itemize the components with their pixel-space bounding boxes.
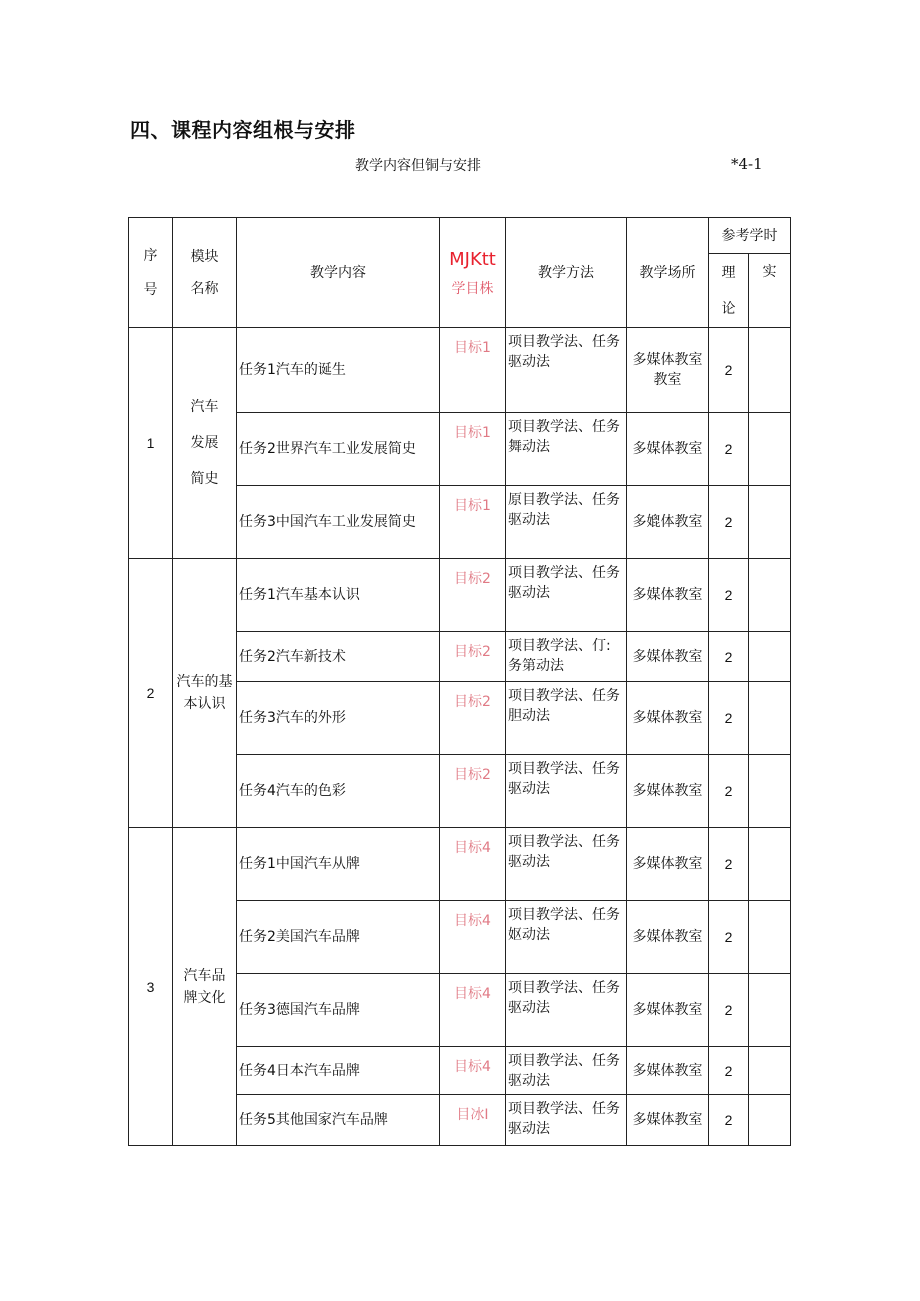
task-method: 项目教学法、任务驱动法 <box>506 328 627 413</box>
module-seq: 2 <box>129 559 173 828</box>
task-goal: 目标4 <box>440 1047 506 1095</box>
task-theory-hours: 2 <box>709 755 749 828</box>
task-method: 项目教学法、仃:务第动法 <box>506 632 627 682</box>
task-method: 原目教学法、任务驱动法 <box>506 486 627 559</box>
task-theory-hours: 2 <box>709 328 749 413</box>
table-row <box>129 328 791 413</box>
task-goal: 目标1 <box>440 486 506 559</box>
task-method: 项目教学法、任务妪动法 <box>506 901 627 974</box>
module-name: 汽车的基 本认识 <box>173 559 237 828</box>
task-practice-hours <box>749 1047 791 1095</box>
task-theory-hours: 2 <box>709 559 749 632</box>
task-content: 任务3中国汽车工业发展简史 <box>237 486 440 559</box>
task-place: 多媒体教室教室 <box>627 328 709 413</box>
table-caption: 教学内容但铜与安排 <box>355 158 481 174</box>
task-method: 项目教学法、任务驱动法 <box>506 974 627 1047</box>
task-content: 任务4日本汽车品牌 <box>237 1047 440 1095</box>
task-practice-hours <box>749 901 791 974</box>
task-content: 任务5其他国家汽车品牌 <box>237 1095 440 1146</box>
task-content: 任务2世界汽车工业发展简史 <box>237 413 440 486</box>
task-place: 多媒体教室 <box>627 1095 709 1146</box>
task-content: 任务4汽车的色彩 <box>237 755 440 828</box>
task-place: 多媒体教室 <box>627 413 709 486</box>
header-seq: 序 号 <box>129 218 173 328</box>
task-theory-hours: 2 <box>709 1095 749 1146</box>
task-goal: 目标1 <box>440 413 506 486</box>
module-name: 汽车 发展 简史 <box>173 328 237 559</box>
table-row <box>129 559 791 632</box>
task-content: 任务3德国汽车品牌 <box>237 974 440 1047</box>
header-method: 教学方法 <box>506 218 627 328</box>
task-content: 任务2汽车新技术 <box>237 632 440 682</box>
task-theory-hours: 2 <box>709 413 749 486</box>
task-goal: 目标2 <box>440 755 506 828</box>
task-goal: 目冰I <box>440 1095 506 1146</box>
header-practice: 实 <box>749 254 791 328</box>
task-place: 多媒体教室 <box>627 755 709 828</box>
task-place: 多媒体教室 <box>627 559 709 632</box>
task-theory-hours: 2 <box>709 828 749 901</box>
task-method: 项目教学法、任务舞动法 <box>506 413 627 486</box>
module-name: 汽车品 牌文化 <box>173 828 237 1146</box>
task-practice-hours <box>749 559 791 632</box>
task-goal: 目标4 <box>440 901 506 974</box>
task-goal: 目标1 <box>440 328 506 413</box>
task-goal: 目标2 <box>440 632 506 682</box>
task-place: 多媒体教室 <box>627 1047 709 1095</box>
task-method: 项目教学法、任务驱动法 <box>506 828 627 901</box>
task-practice-hours <box>749 682 791 755</box>
task-theory-hours: 2 <box>709 974 749 1047</box>
task-practice-hours <box>749 486 791 559</box>
task-theory-hours: 2 <box>709 1047 749 1095</box>
task-theory-hours: 2 <box>709 682 749 755</box>
task-theory-hours: 2 <box>709 901 749 974</box>
task-content: 任务3汽车的外形 <box>237 682 440 755</box>
task-goal: 目标2 <box>440 559 506 632</box>
section-heading: 四、课程内容组根与安排 <box>130 118 356 142</box>
task-place: 多媲体教室 <box>627 486 709 559</box>
task-practice-hours <box>749 1095 791 1146</box>
table-number: *4-1 <box>731 155 763 173</box>
task-practice-hours <box>749 413 791 486</box>
task-theory-hours: 2 <box>709 486 749 559</box>
task-practice-hours <box>749 974 791 1047</box>
task-method: 项目教学法、任务胆动法 <box>506 682 627 755</box>
header-theory: 理 论 <box>709 254 749 328</box>
task-goal: 目标4 <box>440 828 506 901</box>
course-content-table <box>128 217 791 1146</box>
task-method: 项目教学法、任务驱动法 <box>506 1047 627 1095</box>
task-practice-hours <box>749 328 791 413</box>
task-practice-hours <box>749 828 791 901</box>
header-module: 模块 名称 <box>173 218 237 328</box>
task-goal: 目标4 <box>440 974 506 1047</box>
task-practice-hours <box>749 632 791 682</box>
task-place: 多媒体教室 <box>627 901 709 974</box>
task-content: 任务1中国汽车从牌 <box>237 828 440 901</box>
task-content: 任务2美国汽车品牌 <box>237 901 440 974</box>
task-theory-hours: 2 <box>709 632 749 682</box>
task-place: 多媒体教室 <box>627 828 709 901</box>
task-place: 多媒体教室 <box>627 632 709 682</box>
task-content: 任务1汽车基本认识 <box>237 559 440 632</box>
task-place: 多媒体教室 <box>627 682 709 755</box>
task-goal: 目标2 <box>440 682 506 755</box>
task-content: 任务1汽车的诞生 <box>237 328 440 413</box>
task-practice-hours <box>749 755 791 828</box>
module-seq: 1 <box>129 328 173 559</box>
header-place: 教学场所 <box>627 218 709 328</box>
header-content: 教学内容 <box>237 218 440 328</box>
task-method: 项目教学法、任务驱动法 <box>506 1095 627 1146</box>
header-goal: MJKtt 学目株 <box>440 218 506 328</box>
table-row <box>129 828 791 901</box>
task-method: 项目教学法、任务驱动法 <box>506 755 627 828</box>
task-place: 多媒体教室 <box>627 974 709 1047</box>
module-seq: 3 <box>129 828 173 1146</box>
header-hours: 参考学时 <box>709 218 791 254</box>
task-method: 项目教学法、任务驱动法 <box>506 559 627 632</box>
